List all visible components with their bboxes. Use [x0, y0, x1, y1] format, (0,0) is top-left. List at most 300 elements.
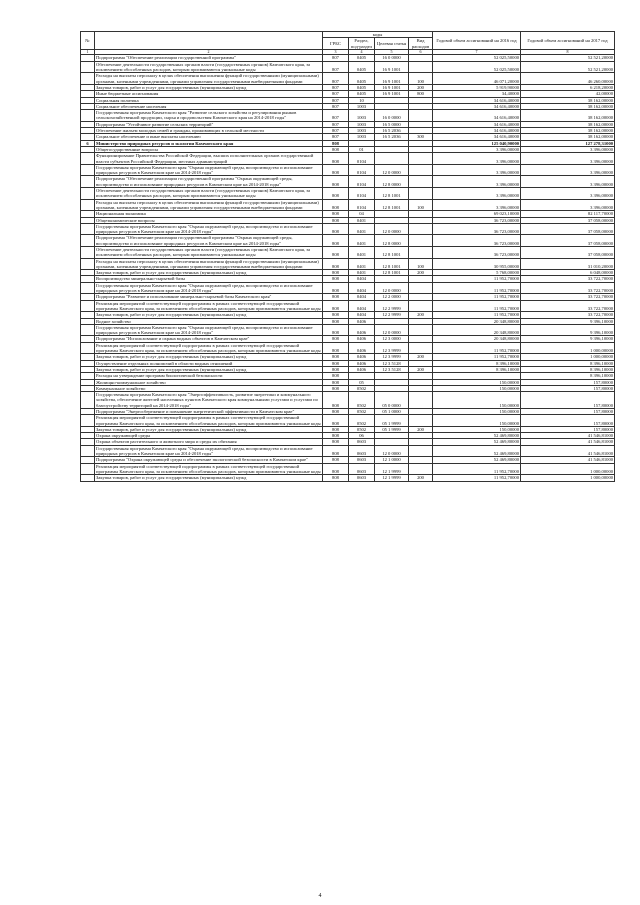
amount-2017-cell: 157,80000	[521, 409, 615, 415]
section-code-cell: 0406	[349, 324, 375, 336]
amount-2017-cell: 6 048,00000	[521, 270, 615, 276]
expense-type-cell	[409, 342, 433, 354]
section-code-cell: 0104	[349, 153, 375, 165]
table-row	[81, 475, 615, 481]
amount-2016-cell: 3 396,00000	[433, 164, 521, 176]
item-name-cell: Национальная экономика	[95, 211, 323, 217]
amount-2017-cell: 82 117,70000	[521, 211, 615, 217]
amount-2017-cell: 38 162,00000	[521, 128, 615, 134]
table-row	[81, 300, 615, 312]
amount-2016-cell: 150,00000	[433, 426, 521, 432]
grbs-code-cell: 808	[323, 217, 349, 223]
table-row	[81, 73, 615, 85]
amount-2017-cell: 38 162,00000	[521, 103, 615, 109]
grbs-code-cell: 808	[323, 426, 349, 432]
amount-2016-cell: 150,00000	[433, 409, 521, 415]
grbs-code-cell: 808	[323, 373, 349, 379]
item-name-cell: Государственная программа Камчатского края "Охрана окружающей среды, воспроизводство и использование природных ресурсов в Камчатском крае на 2014-2018 годы"	[95, 282, 323, 294]
expense-type-cell	[409, 110, 433, 122]
row-number-cell	[81, 153, 95, 165]
expense-type-cell	[409, 223, 433, 235]
target-article-cell: 12 3 5128	[375, 360, 409, 366]
expense-type-cell	[409, 246, 433, 258]
amount-2016-cell: 52 469,80000	[433, 433, 521, 439]
expense-type-cell	[409, 188, 433, 200]
section-code-cell: 0104	[349, 199, 375, 211]
amount-2016-cell: 150,00000	[433, 415, 521, 427]
section-code-cell: 0405	[349, 55, 375, 61]
section-code-cell: 0401	[349, 246, 375, 258]
target-article-cell: 12 2 9999	[375, 312, 409, 318]
section-code-cell: 0603	[349, 457, 375, 463]
table-row	[81, 258, 615, 270]
row-number-cell: 6	[81, 140, 95, 146]
grbs-code-cell: 808	[323, 475, 349, 481]
amount-2016-cell: 11 952,70000	[433, 282, 521, 294]
item-name-cell: Социальная политика	[95, 97, 323, 103]
section-code-cell: 0401	[349, 217, 375, 223]
grbs-code-cell: 807	[323, 55, 349, 61]
column-number: 2	[95, 49, 323, 55]
amount-2016-cell: 20 348,80000	[433, 324, 521, 336]
amount-2017-cell: 1 000,00000	[521, 342, 615, 354]
section-code-cell: 0104	[349, 176, 375, 188]
table-row	[81, 164, 615, 176]
section-code-cell: 0404	[349, 312, 375, 318]
section-code-cell: 0502	[349, 409, 375, 415]
amount-2016-cell: 34,40000	[433, 91, 521, 97]
target-article-cell: 12 1 0000	[375, 457, 409, 463]
section-code-cell: 1003	[349, 128, 375, 134]
column-number: 3	[323, 49, 349, 55]
grbs-code-cell: 807	[323, 110, 349, 122]
item-name-cell: Социальное обеспечение и иные выплаты населению	[95, 134, 323, 140]
header-2017: Годовой объем ассигнований на 2017 год	[521, 32, 615, 50]
section-code-cell: 0406	[349, 342, 375, 354]
amount-2017-cell: 157,80000	[521, 385, 615, 391]
table-row	[81, 246, 615, 258]
table-row	[81, 324, 615, 336]
header-codes-group: коды	[323, 32, 433, 38]
grbs-code-cell: 808	[323, 300, 349, 312]
amount-2017-cell: 9 396,10000	[521, 336, 615, 342]
amount-2016-cell: 3 396,00000	[433, 153, 521, 165]
amount-2016-cell: 36 723,00000	[433, 246, 521, 258]
row-number-cell	[81, 324, 95, 336]
grbs-code-cell: 808	[323, 176, 349, 188]
section-code-cell: 10	[349, 97, 375, 103]
item-name-cell: Подпрограмма "Обеспечение реализации государственной программы "Охрана окружающей среды, воспроизводство и использование природных ресурсов в Камчатском крае на 2014-2018 годы"	[95, 176, 323, 188]
column-number: 7	[433, 49, 521, 55]
target-article-cell	[375, 153, 409, 165]
amount-2016-cell: 52 469,80000	[433, 439, 521, 445]
expense-type-cell: 800	[409, 91, 433, 97]
amount-2017-cell: 33 722,70000	[521, 294, 615, 300]
section-code-cell: 0401	[349, 258, 375, 270]
amount-2017-cell: 33 722,70000	[521, 276, 615, 282]
target-article-cell: 05 1 9999	[375, 426, 409, 432]
section-code-cell: 0406	[349, 360, 375, 366]
row-number-cell	[81, 282, 95, 294]
amount-2017-cell: 52 521,20000	[521, 61, 615, 73]
amount-2016-cell: 11 952,70000	[433, 463, 521, 475]
table-row	[81, 223, 615, 235]
target-article-cell: 16 5 2036	[375, 128, 409, 134]
amount-2016-cell: 20 348,80000	[433, 336, 521, 342]
grbs-code-cell: 807	[323, 121, 349, 127]
amount-2016-cell: 11 952,70000	[433, 312, 521, 318]
item-name-cell: Подпрограмма "Обеспечение реализации государственной программы"	[95, 55, 323, 61]
item-name-cell: Государственная программа Камчатского края "Энергоэффективность, развитие энергетики и коммунального хозяйства, обеспечение жителей населенных пунктов Камчатского края коммунальными услугами и услугами по благоустройству территорий на 2014-2018 годы"	[95, 392, 323, 409]
amount-2016-cell: 11 952,70000	[433, 300, 521, 312]
row-number-cell	[81, 463, 95, 475]
page-number: 4	[318, 893, 322, 899]
amount-2017-cell: 1 000,00000	[521, 463, 615, 475]
row-number-cell	[81, 61, 95, 73]
grbs-code-cell: 808	[323, 146, 349, 152]
item-name-cell: Воспроизводство минерально-сырьевой базы	[95, 276, 323, 282]
grbs-code-cell: 808	[323, 385, 349, 391]
amount-2016-cell: 3 396,00000	[433, 146, 521, 152]
target-article-cell: 16 9 1001	[375, 73, 409, 85]
table-row	[81, 392, 615, 409]
column-number: 8	[521, 49, 615, 55]
expense-type-cell: 200	[409, 354, 433, 360]
grbs-code-cell: 808	[323, 276, 349, 282]
section-code-cell: 0104	[349, 164, 375, 176]
row-number-cell	[81, 415, 95, 427]
row-number-cell	[81, 188, 95, 200]
target-article-cell: 12 3 0000	[375, 336, 409, 342]
expense-type-cell	[409, 176, 433, 188]
expense-type-cell	[409, 415, 433, 427]
section-code-cell: 05	[349, 379, 375, 385]
amount-2016-cell: 3 396,00000	[433, 199, 521, 211]
amount-2016-cell: 11 952,70000	[433, 276, 521, 282]
item-name-cell: Министерство природных ресурсов и экологии Камчатского края	[95, 140, 323, 146]
item-name-cell: Закупка товаров, работ и услуг для государственных (муниципальных) нужд	[95, 366, 323, 372]
target-article-cell: 12 3 9999	[375, 342, 409, 354]
target-article-cell: 12 2 0000	[375, 294, 409, 300]
row-number-cell	[81, 258, 95, 270]
section-code-cell: 0603	[349, 445, 375, 457]
amount-2016-cell: 3 396,00000	[433, 188, 521, 200]
target-article-cell: 05 1 0000	[375, 409, 409, 415]
amount-2016-cell: 150,00000	[433, 385, 521, 391]
row-number-cell	[81, 475, 95, 481]
column-number: 5	[375, 49, 409, 55]
target-article-cell: 16 5 0000	[375, 121, 409, 127]
grbs-code-cell: 808	[323, 153, 349, 165]
expense-type-cell	[409, 300, 433, 312]
grbs-code-cell: 808	[323, 246, 349, 258]
section-code-cell: 0405	[349, 61, 375, 73]
amount-2016-cell: 52 469,80000	[433, 457, 521, 463]
amount-2017-cell: 3 396,00000	[521, 176, 615, 188]
section-code-cell: 1003	[349, 134, 375, 140]
grbs-code-cell: 807	[323, 61, 349, 73]
amount-2016-cell: 34 616,40000	[433, 128, 521, 134]
item-name-cell: Закупка товаров, работ и услуг для государственных (муниципальных) нужд	[95, 312, 323, 318]
grbs-code-cell: 808	[323, 235, 349, 247]
table-row	[81, 153, 615, 165]
item-name-cell: Подпрограмма "Обеспечение реализации государственной программы "Охрана окружающей среды, воспроизводство и использование природных ресурсов в Камчатском крае на 2014-2018 годы"	[95, 235, 323, 247]
section-code-cell: 0401	[349, 270, 375, 276]
expense-type-cell	[409, 324, 433, 336]
grbs-code-cell: 807	[323, 91, 349, 97]
amount-2016-cell: 5 768,00000	[433, 270, 521, 276]
header-no: №	[81, 32, 95, 50]
amount-2016-cell: 11 952,70000	[433, 342, 521, 354]
row-number-cell	[81, 110, 95, 122]
amount-2017-cell: 41 546,81000	[521, 445, 615, 457]
grbs-code-cell: 808	[323, 409, 349, 415]
amount-2017-cell: 6 218,20000	[521, 84, 615, 90]
target-article-cell: 12 0 0000	[375, 282, 409, 294]
item-name-cell: Жилищно-коммунальное хозяйство	[95, 379, 323, 385]
amount-2017-cell: 37 058,00000	[521, 235, 615, 247]
section-code-cell: 0502	[349, 392, 375, 409]
amount-2016-cell: 34 616,40000	[433, 134, 521, 140]
amount-2016-cell: 11 952,70000	[433, 354, 521, 360]
grbs-code-cell: 808	[323, 188, 349, 200]
grbs-code-cell: 808	[323, 270, 349, 276]
target-article-cell: 12 0 0000	[375, 445, 409, 457]
grbs-code-cell: 808	[323, 199, 349, 211]
amount-2017-cell: 1 000,00000	[521, 354, 615, 360]
section-code-cell: 0401	[349, 223, 375, 235]
item-name-cell: Государственная программа Камчатского края "Охрана окружающей среды, воспроизводство и использование природных ресурсов в Камчатском крае на 2014-2018 годы"	[95, 445, 323, 457]
item-name-cell: Реализация мероприятий соответствующей подпрограммы в рамках соответствующей государственной программы Камчатского края, за исключением обособленных расходов, которым присваиваются уникальные коды	[96, 300, 321, 311]
item-name-cell: Расходы на утверждение программ биологической безопасности	[95, 373, 323, 379]
section-code-cell: 0406	[349, 318, 375, 324]
item-name-cell: Коммунальное хозяйство	[95, 385, 323, 391]
grbs-code-cell: 808	[323, 415, 349, 427]
row-number-cell	[81, 445, 95, 457]
grbs-code-cell: 808	[323, 392, 349, 409]
section-code-cell: 0401	[349, 235, 375, 247]
item-name-cell: Обеспечение деятельности государственных органов власти (государственных органов) Камчатского края, за исключением обособленных расходов, которым присваиваются уникальные коды	[95, 188, 323, 200]
amount-2017-cell: 41 546,81000	[521, 433, 615, 439]
amount-2016-cell: 8 396,10000	[433, 360, 521, 366]
item-name-cell: Закупка товаров, работ и услуг для государственных (муниципальных) нужд	[95, 84, 323, 90]
grbs-code-cell: 808	[323, 140, 349, 146]
table-row	[81, 463, 615, 475]
grbs-code-cell: 808	[323, 439, 349, 445]
section-code-cell: 0502	[349, 426, 375, 432]
amount-2017-cell: 38 162,00000	[521, 134, 615, 140]
table-row	[81, 110, 615, 122]
amount-2017-cell: 3 396,00000	[521, 153, 615, 165]
grbs-code-cell: 808	[323, 258, 349, 270]
grbs-code-cell: 808	[323, 445, 349, 457]
header-2016: Годовой объем ассигнований на 2016 год	[433, 32, 521, 50]
amount-2017-cell: 38 162,00000	[521, 110, 615, 122]
row-number-cell	[81, 300, 95, 312]
expense-type-cell	[409, 392, 433, 409]
section-code-cell: 06	[349, 433, 375, 439]
amount-2017-cell: 157,80000	[521, 426, 615, 432]
item-name-cell: Охрана объектов растительного и животного мира и среды их обитания	[95, 439, 323, 445]
item-name-cell: Закупка товаров, работ и услуг для государственных (муниципальных) нужд	[95, 426, 323, 432]
amount-2016-cell: 8 396,10000	[433, 366, 521, 372]
section-code-cell: 01	[349, 146, 375, 152]
amount-2016-cell: 150,00000	[433, 379, 521, 385]
target-article-cell: 16 9 1001	[375, 61, 409, 73]
amount-2017-cell: 3 396,00000	[521, 199, 615, 211]
amount-2016-cell: 36 723,00000	[433, 217, 521, 223]
grbs-code-cell: 808	[323, 223, 349, 235]
grbs-code-cell: 807	[323, 103, 349, 109]
target-article-cell: 12 0 0000	[375, 164, 409, 176]
table-row	[81, 282, 615, 294]
item-name-cell: Подпрограмма "Использование и охрана водных объектов в Камчатском крае"	[95, 336, 323, 342]
amount-2016-cell: 36 723,00000	[433, 223, 521, 235]
expense-type-cell: 200	[409, 270, 433, 276]
item-name-cell: Закупка товаров, работ и услуг для государственных (муниципальных) нужд	[95, 270, 323, 276]
row-number-cell	[81, 73, 95, 85]
table-row	[81, 61, 615, 73]
grbs-code-cell: 808	[323, 336, 349, 342]
amount-2017-cell: 3 396,00000	[521, 164, 615, 176]
target-article-cell: 12 3 5128	[375, 366, 409, 372]
amount-2017-cell: 33 722,70000	[521, 312, 615, 318]
amount-2017-cell: 41 546,81000	[521, 439, 615, 445]
item-name-cell: Государственная программа Камчатского края "Охрана окружающей среды, воспроизводство и использование природных ресурсов в Камчатском крае на 2014-2018 годы"	[95, 324, 323, 336]
grbs-code-cell: 807	[323, 97, 349, 103]
target-article-cell: 05 0 0000	[375, 392, 409, 409]
target-article-cell: 16 5 2036	[375, 134, 409, 140]
amount-2017-cell: 157,80000	[521, 415, 615, 427]
target-article-cell: 12 8 0000	[375, 176, 409, 188]
section-code-cell: 0603	[349, 439, 375, 445]
section-code-cell: 0405	[349, 91, 375, 97]
section-code-cell: 0406	[349, 366, 375, 372]
amount-2016-cell: 20 348,80000	[433, 318, 521, 324]
column-number: 4	[349, 49, 375, 55]
amount-2016-cell: 34 616,40000	[433, 110, 521, 122]
section-code-cell: 0404	[349, 300, 375, 312]
row-number-cell	[81, 223, 95, 235]
section-code-cell: 0404	[349, 276, 375, 282]
expense-type-cell: 200	[409, 366, 433, 372]
amount-2017-cell: 41 546,81000	[521, 457, 615, 463]
item-name-cell: Обеспечение деятельности государственных органов власти (государственных органов) Камчатского края, за исключением обособленных расходов, которым присваиваются уникальные коды	[95, 61, 323, 73]
expense-type-cell: 200	[409, 426, 433, 432]
expense-type-cell	[409, 153, 433, 165]
section-code-cell: 0502	[349, 385, 375, 391]
section-code-cell: 0405	[349, 73, 375, 85]
target-article-cell: 12 0 0000	[375, 223, 409, 235]
row-number-cell	[81, 176, 95, 188]
amount-2017-cell: 3 396,00000	[521, 146, 615, 152]
amount-2016-cell: 52 469,80000	[433, 445, 521, 457]
amount-2017-cell: 8 396,10000	[521, 360, 615, 366]
amount-2017-cell: 8 396,10000	[521, 366, 615, 372]
header-exptype: Вид расходов	[409, 38, 433, 50]
grbs-code-cell: 808	[323, 433, 349, 439]
target-article-cell: 12 8 1001	[375, 270, 409, 276]
amount-2017-cell: 38 162,00000	[521, 97, 615, 103]
section-code-cell: 0406	[349, 354, 375, 360]
amount-2016-cell: 125 040,90000	[433, 140, 521, 146]
amount-2016-cell: 69 023,10000	[433, 211, 521, 217]
section-code-cell: 04	[349, 211, 375, 217]
target-article-cell: 16 9 1001	[375, 91, 409, 97]
amount-2017-cell: 42,00000	[521, 91, 615, 97]
amount-2016-cell: 46 071,20000	[433, 73, 521, 85]
column-number: 1	[81, 49, 95, 55]
section-code-cell: 0406	[349, 336, 375, 342]
section-code-cell: 0404	[349, 282, 375, 294]
expense-type-cell: 200	[409, 475, 433, 481]
amount-2017-cell: 52 521,20000	[521, 55, 615, 61]
item-name-cell: Реализация мероприятий соответствующей подпрограммы в рамках соответствующей государственной программы Камчатского края, за исключением обособленных расходов, которым присваиваются уникальные коды	[96, 463, 321, 474]
expense-type-cell: 300	[409, 134, 433, 140]
expense-type-cell: 200	[409, 312, 433, 318]
item-name-cell: Подпрограмма "Развитие и использование минерально-сырьевой базы Камчатского края"	[95, 294, 323, 300]
target-article-cell: 12 8 0000	[375, 235, 409, 247]
expense-type-cell	[409, 463, 433, 475]
section-code-cell: 0603	[349, 475, 375, 481]
amount-2016-cell: 34 616,40000	[433, 103, 521, 109]
column-number: 6	[409, 49, 433, 55]
item-name-cell: Государственная программа Камчатского края "Развитие сельского хозяйства и регулирования рынков сельскохозяйственной продукции, сырья и продовольствия Камчатского края на 2014-2018 годы"	[95, 110, 323, 122]
amount-2017-cell: 33 722,70000	[521, 300, 615, 312]
amount-2016-cell: 11 952,70000	[433, 475, 521, 481]
section-code-cell: 1003	[349, 121, 375, 127]
amount-2017-cell: 157,80000	[521, 392, 615, 409]
target-article-cell: 05 1 9999	[375, 415, 409, 427]
target-article-cell: 16 9 1001	[375, 84, 409, 90]
amount-2017-cell: 37 058,00000	[521, 223, 615, 235]
grbs-code-cell: 808	[323, 211, 349, 217]
amount-2016-cell: 11 952,70000	[433, 294, 521, 300]
amount-2017-cell: 37 058,00000	[521, 217, 615, 223]
section-code-cell: 1003	[349, 110, 375, 122]
item-name-cell: Общегосударственные вопросы	[95, 146, 323, 152]
grbs-code-cell: 808	[323, 457, 349, 463]
item-name-cell: Реализация мероприятий соответствующей подпрограммы в рамках соответствующей государственной программы Камчатского края, за исключением обособленных расходов, которым присваиваются уникальные коды	[96, 415, 321, 426]
table-body	[81, 49, 615, 481]
target-article-cell: 12 1 9999	[375, 475, 409, 481]
target-article-cell: 12 8 1001	[375, 188, 409, 200]
table-row	[81, 176, 615, 188]
row-number-cell	[81, 235, 95, 247]
grbs-code-cell: 808	[323, 379, 349, 385]
grbs-code-cell: 808	[323, 318, 349, 324]
section-code-cell: 0405	[349, 84, 375, 90]
grbs-code-cell: 807	[323, 73, 349, 85]
expense-type-cell: 100	[409, 73, 433, 85]
row-number-cell	[81, 342, 95, 354]
expense-type-cell	[409, 164, 433, 176]
grbs-code-cell: 808	[323, 354, 349, 360]
item-name-cell: Расходы на выплаты персоналу в целях обеспечения выполнения функций государственными (муниципальными) органами, казенными учреждениями, органами управления государственными внебюджетными фондами	[95, 73, 323, 85]
target-article-cell: 12 8 1001	[375, 199, 409, 211]
amount-2016-cell: 52 025,50000	[433, 55, 521, 61]
table-row	[81, 199, 615, 211]
table-row	[81, 415, 615, 427]
expense-type-cell: 100	[409, 258, 433, 270]
grbs-code-cell: 808	[323, 312, 349, 318]
target-article-cell: 12 0 0000	[375, 324, 409, 336]
amount-2017-cell: 33 722,70000	[521, 282, 615, 294]
expense-type-cell: 200	[409, 84, 433, 90]
grbs-code-cell: 807	[323, 134, 349, 140]
item-name-cell: Реализация мероприятий соответствующей подпрограммы в рамках соответствующей государственной программы Камчатского края, за исключением обособленных расходов, которым присваиваются уникальные коды	[96, 342, 321, 354]
row-number-cell	[81, 246, 95, 258]
